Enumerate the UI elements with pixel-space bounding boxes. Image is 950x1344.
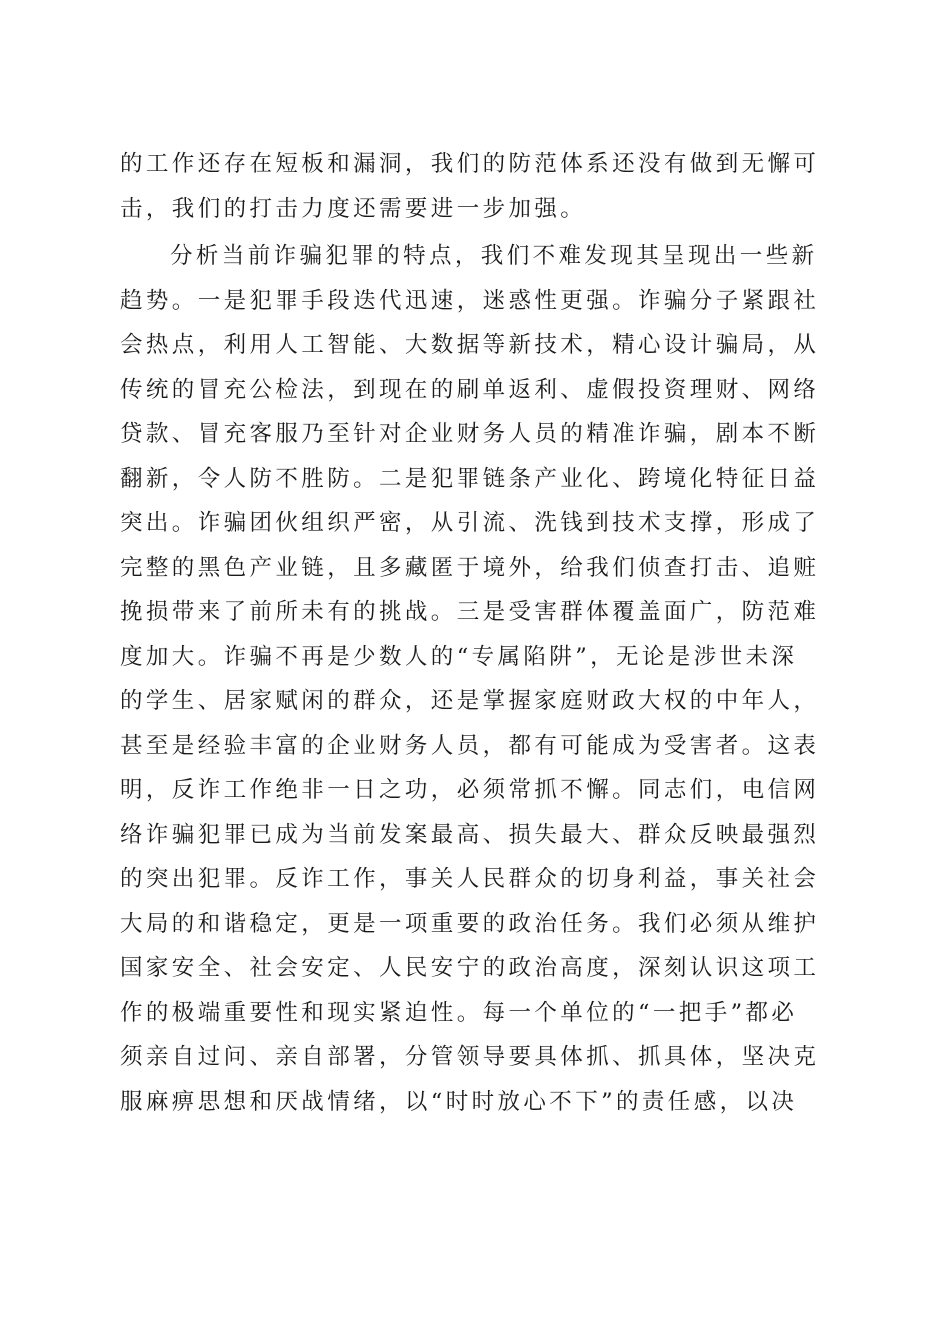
text-line: 突出。诈骗团伙组织严密，从引流、洗钱到技术支撑，形成了 [120, 510, 820, 536]
text-line: 国家安全、社会安定、人民安宁的政治高度，深刻认识这项工 [120, 955, 820, 981]
text-line: 会热点，利用人工智能、大数据等新技术，精心设计骗局，从 [120, 332, 820, 358]
text-line: 作的极端重要性和现实紧迫性。每一个单位的“一把手”都必 [120, 999, 798, 1026]
text-line: 大局的和谐稳定，更是一项重要的政治任务。我们必须从维护 [120, 910, 820, 937]
text-line: 须亲自过问、亲自部署，分管领导要具体抓、抓具体，坚决克 [120, 1044, 820, 1070]
text-line: 传统的冒充公检法，到现在的刷单返利、虚假投资理财、网络 [120, 376, 820, 403]
text-line: 贷款、冒充客服乃至针对企业财务人员的精准诈骗，剧本不断 [120, 421, 820, 447]
text-line: 的工作还存在短板和漏洞，我们的防范体系还没有做到无懈可 [120, 151, 820, 177]
text-line: 络诈骗犯罪已成为当前发案最高、损失最大、群众反映最强烈 [120, 821, 820, 848]
text-line: 完整的黑色产业链，且多藏匿于境外，给我们侦查打击、追赃 [120, 554, 820, 581]
text-line: 分析当前诈骗犯罪的特点，我们不难发现其呈现出一些新 [170, 243, 818, 269]
text-line: 击，我们的打击力度还需要进一步加强。 [120, 195, 587, 222]
text-line: 挽损带来了前所未有的挑战。三是受害群体覆盖面广，防范难 [120, 599, 820, 625]
paragraph-1 [120, 142, 832, 231]
text-line: 的学生、居家赋闲的群众，还是掌握家庭财政大权的中年人， [120, 688, 820, 714]
text-line: 翻新，令人防不胜防。二是犯罪链条产业化、跨境化特征日益 [120, 465, 820, 492]
text-line: 甚至是经验丰富的企业财务人员，都有可能成为受害者。这表 [120, 732, 820, 759]
text-line: 趋势。一是犯罪手段迭代迅速，迷惑性更强。诈骗分子紧跟社 [120, 287, 820, 314]
text-line: 服麻痹思想和厌战情绪，以“时时放心不下”的责任感，以决 [120, 1088, 798, 1115]
text-line: 度加大。诈骗不再是少数人的“专属陷阱”，无论是涉世未深 [120, 643, 798, 670]
text-line: 明，反诈工作绝非一日之功，必须常抓不懈。同志们，电信网 [120, 777, 820, 803]
paragraph-2 [120, 234, 832, 1124]
text-line: 的突出犯罪。反诈工作，事关人民群众的切身利益，事关社会 [120, 866, 820, 892]
